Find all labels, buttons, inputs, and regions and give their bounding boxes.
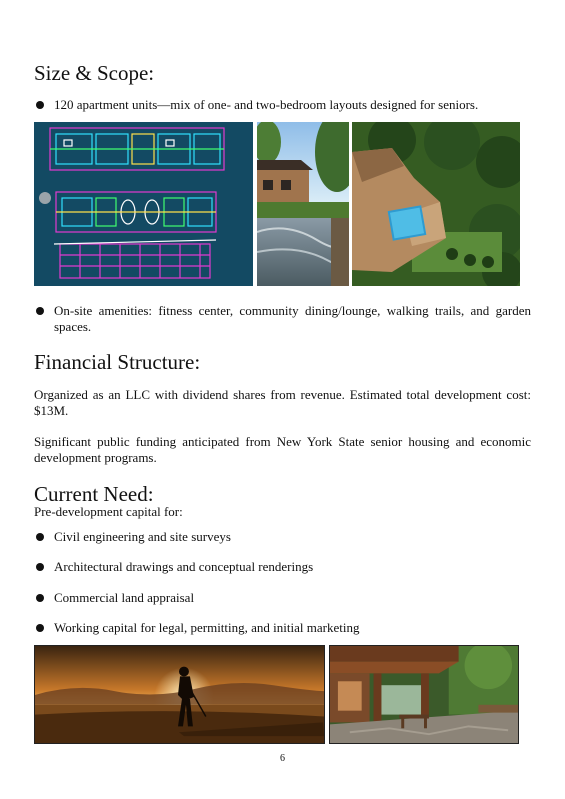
intro-pre-development: Pre-development capital for: [34,504,183,519]
bullet-working-capital: Working capital for legal, permitting, and initial marketing [34,620,531,636]
bullet-appraisal: Commercial land appraisal [34,590,531,606]
bullet-dot [36,101,44,109]
aerial-pool-rendering [352,122,520,286]
bullet-dot [36,594,44,602]
page-number: 6 [280,753,285,764]
heading-financial-structure: Financial Structure: [34,350,201,374]
heading-current-need: Current Need: [34,482,154,506]
bullet-amenities: On-site amenities: fitness center, community dining/lounge, walking trails, and garden spaces. [34,303,531,335]
bullet-architectural: Architectural drawings and conceptual renderings [34,559,531,575]
bullet-civil-engineering: Civil engineering and site surveys [34,529,531,545]
bullet-dot [36,563,44,571]
floor-plan-blueprint-image [34,122,253,286]
building-by-creek-photo [257,122,349,286]
bullet-dot [36,624,44,632]
bullet-dot [36,533,44,541]
paragraph-public-funding: Significant public funding anticipated from New York State senior housing and economic development programs. [34,434,531,465]
heading-size-scope: Size & Scope: [34,61,155,85]
lodge-patio-photo [329,645,519,744]
paragraph-llc: Organized as an LLC with dividend shares from revenue. Estimated total development cost: $13M. [34,387,531,418]
bullet-dot [36,307,44,315]
golfer-sunset-photo [34,645,325,744]
bullet-units: 120 apartment units—mix of one- and two-bedroom layouts designed for seniors. [34,97,531,113]
